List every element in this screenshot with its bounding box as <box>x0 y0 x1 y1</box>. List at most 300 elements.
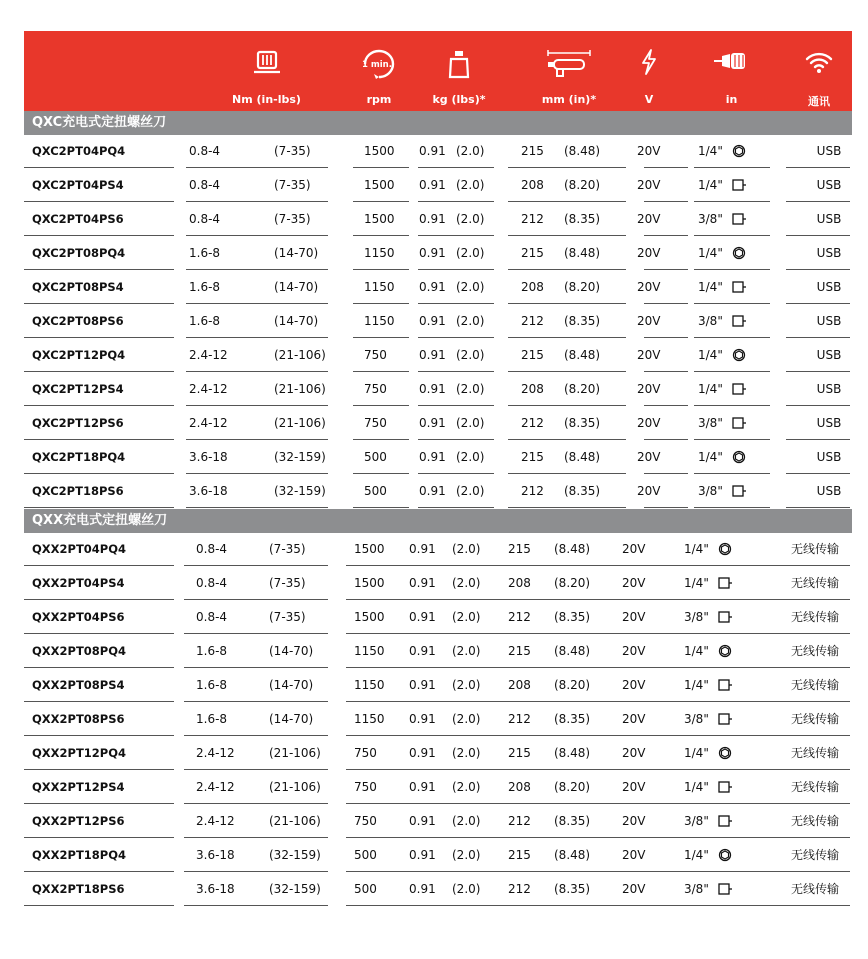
comm-cell-text: 无线传输 <box>790 780 839 794</box>
torque-inlbs-cell-text: (21-106) <box>274 416 326 430</box>
weight-lbs-cell-text: (2.0) <box>456 314 485 328</box>
length-in-cell <box>554 567 590 599</box>
comm-cell-text: USB <box>816 314 842 328</box>
comm-cell <box>808 407 850 439</box>
torque-nm-cell-text: 3.6-18 <box>196 882 235 896</box>
rpm-cell <box>364 373 387 405</box>
length-mm-cell <box>508 635 531 667</box>
torque-inlbs-cell <box>274 373 326 405</box>
weight-lbs-cell <box>452 737 480 769</box>
table-row <box>24 601 852 635</box>
weight-kg-cell-text: 0.91 <box>419 314 446 328</box>
length-in-cell-text: (8.20) <box>564 382 601 396</box>
rpm-cell-text: 1150 <box>354 644 385 658</box>
square-drive-icon <box>731 382 747 396</box>
torque-inlbs-cell <box>274 475 326 507</box>
length-in-cell-text: (8.48) <box>564 450 601 464</box>
weight-kg-cell-text: 0.91 <box>409 746 436 760</box>
table-row <box>24 635 852 669</box>
drive-cell <box>698 237 747 269</box>
torque-inlbs-cell-text: (7-35) <box>274 212 311 226</box>
row-divider <box>353 235 409 236</box>
drive-cell <box>698 135 747 167</box>
row-divider <box>24 565 174 566</box>
voltage-cell <box>622 839 645 871</box>
weight-lbs-cell <box>452 635 480 667</box>
drive-cell-text: 1/4" <box>698 382 723 396</box>
drive-cell <box>698 475 747 507</box>
torque-inlbs-cell-text: (21-106) <box>269 746 321 760</box>
length-mm-cell-text: 212 <box>508 814 531 828</box>
torque-nm-cell <box>189 237 220 269</box>
voltage-cell <box>622 567 645 599</box>
model-cell <box>24 805 125 837</box>
row-divider <box>694 337 770 338</box>
rpm-cell-text: 1500 <box>364 212 395 226</box>
table-row <box>24 771 852 805</box>
square-drive-icon <box>731 178 747 192</box>
drive-cell <box>684 669 733 701</box>
table-row <box>24 737 852 771</box>
length-in-cell-text: (8.48) <box>554 644 591 658</box>
torque-nm-cell-text: 3.6-18 <box>189 450 228 464</box>
model-cell-text: QXX2PT04PS4 <box>32 576 125 590</box>
rpm-cell <box>364 475 387 507</box>
model-cell <box>24 203 124 235</box>
rpm-cell-text: 750 <box>364 348 387 362</box>
row-divider <box>24 303 174 304</box>
weight-kg-cell <box>409 567 436 599</box>
weight-lbs-cell-text: (2.0) <box>452 882 481 896</box>
torque-nm-cell-text: 3.6-18 <box>189 484 228 498</box>
comm-cell-text: 无线传输 <box>790 746 839 760</box>
row-divider <box>612 735 678 736</box>
torque-inlbs-cell <box>274 305 318 337</box>
row-divider <box>24 507 174 508</box>
row-divider <box>353 507 409 508</box>
model-cell <box>24 839 126 871</box>
row-divider <box>612 701 678 702</box>
rpm-cell-text: 1150 <box>364 314 395 328</box>
row-divider <box>24 599 174 600</box>
row-divider <box>353 337 409 338</box>
torque-inlbs-cell-text: (7-35) <box>269 610 306 624</box>
weight-lbs-cell-text: (2.0) <box>456 450 485 464</box>
drive-cell-text: 1/4" <box>684 780 709 794</box>
weight-lbs-cell <box>456 237 484 269</box>
drive-cell-text: 3/8" <box>698 212 723 226</box>
torque-inlbs-cell-text: (7-35) <box>269 542 306 556</box>
table-row <box>24 703 852 737</box>
length-in-cell <box>564 271 600 303</box>
length-in-cell-text: (8.48) <box>554 542 591 556</box>
torque-inlbs-cell <box>274 135 311 167</box>
length-mm-cell <box>508 533 531 565</box>
table-row <box>24 873 852 907</box>
row-divider <box>24 201 174 202</box>
comm-cell-text: 无线传输 <box>790 576 839 590</box>
rpm-cell <box>364 237 395 269</box>
square-drive-icon <box>717 610 733 624</box>
row-divider <box>678 599 773 600</box>
voltage-cell <box>622 873 645 905</box>
weight-kg-cell-text: 0.91 <box>409 848 436 862</box>
row-divider <box>502 735 612 736</box>
torque-inlbs-cell <box>274 339 326 371</box>
voltage-cell-text: 20V <box>622 814 646 828</box>
row-divider <box>24 905 174 906</box>
row-divider <box>694 269 770 270</box>
voltage-cell <box>637 135 660 167</box>
rpm-cell <box>364 441 387 473</box>
torque-nm-cell <box>196 533 227 565</box>
voltage-cell-text: 20V <box>622 780 646 794</box>
weight-lbs-cell-text: (2.0) <box>456 144 485 158</box>
length-mm-cell-text: 212 <box>521 212 544 226</box>
weight-kg-cell <box>419 475 446 507</box>
length-in-cell-text: (8.20) <box>554 780 591 794</box>
row-divider <box>346 667 411 668</box>
length-mm-cell-text: 208 <box>508 780 531 794</box>
length-mm-cell-text: 212 <box>508 610 531 624</box>
model-cell-text: QXC2PT04PS4 <box>32 178 124 192</box>
row-divider <box>508 405 626 406</box>
row-divider <box>694 405 770 406</box>
model-cell <box>24 703 125 735</box>
model-cell-text: QXC2PT12PS6 <box>32 416 124 430</box>
row-divider <box>184 599 328 600</box>
drive-cell <box>698 305 747 337</box>
torque-nm-cell-text: 2.4-12 <box>196 780 235 794</box>
length-in-cell-text: (8.35) <box>564 416 601 430</box>
drive-cell <box>684 873 733 905</box>
drive-cell <box>684 839 733 871</box>
row-divider <box>418 473 494 474</box>
comm-cell <box>808 441 850 473</box>
square-drive-icon <box>717 882 733 896</box>
weight-lbs-cell-text: (2.0) <box>452 780 481 794</box>
torque-nm-cell-text: 2.4-12 <box>196 814 235 828</box>
rpm-cell <box>354 873 377 905</box>
length-in-cell <box>564 305 600 337</box>
length-in-cell <box>554 533 590 565</box>
torque-nm-cell <box>196 805 235 837</box>
row-divider <box>786 405 850 406</box>
voltage-cell <box>637 203 660 235</box>
torque-inlbs-cell-text: (21-106) <box>269 780 321 794</box>
row-divider <box>678 803 773 804</box>
chuck-icon <box>712 49 752 73</box>
torque-nm-cell-text: 1.6-8 <box>196 712 228 726</box>
voltage-cell <box>622 737 645 769</box>
comm-cell <box>781 635 849 667</box>
weight-lbs-cell <box>452 567 480 599</box>
length-mm-cell-text: 212 <box>521 416 544 430</box>
torque-inlbs-cell <box>269 737 321 769</box>
row-divider <box>508 235 626 236</box>
voltage-cell <box>637 339 660 371</box>
square-drive-icon <box>731 280 747 294</box>
voltage-cell-text: 20V <box>637 246 661 260</box>
torque-inlbs-cell <box>274 169 311 201</box>
row-divider <box>346 803 411 804</box>
weight-kg-cell <box>419 373 446 405</box>
weight-lbs-cell-text: (2.0) <box>456 246 485 260</box>
torque-inlbs-cell <box>274 237 318 269</box>
row-divider <box>502 701 612 702</box>
model-cell <box>24 305 124 337</box>
row-divider <box>409 735 502 736</box>
length-in-cell-text: (8.35) <box>564 212 601 226</box>
rpm-cell <box>354 805 377 837</box>
weight-lbs-cell <box>456 407 484 439</box>
weight-lbs-cell <box>456 203 484 235</box>
header-label: 通讯 <box>808 95 830 108</box>
row-divider <box>508 371 626 372</box>
voltage-cell-text: 20V <box>637 484 661 498</box>
model-cell-text: QXX2PT04PQ4 <box>32 542 126 556</box>
weight-lbs-cell <box>456 169 484 201</box>
torque-nm-cell-text: 0.8-4 <box>196 610 228 624</box>
voltage-cell-text: 20V <box>637 280 661 294</box>
length-in-cell-text: (8.20) <box>564 280 601 294</box>
length-mm-cell-text: 215 <box>508 746 531 760</box>
model-cell-text: QXC2PT04PS6 <box>32 212 124 226</box>
row-divider <box>694 507 770 508</box>
row-divider <box>612 871 678 872</box>
quick-change-icon <box>717 848 733 862</box>
comm-cell-text: 无线传输 <box>790 712 839 726</box>
torque-nm-cell-text: 0.8-4 <box>189 178 221 192</box>
model-cell-text: QXX2PT12PQ4 <box>32 746 126 760</box>
square-drive-icon <box>731 212 747 226</box>
torque-inlbs-cell <box>269 771 321 803</box>
torque-inlbs-cell <box>274 441 326 473</box>
header-col-voltage <box>629 31 669 111</box>
weight-lbs-cell <box>452 533 480 565</box>
row-divider <box>346 701 411 702</box>
length-mm-cell <box>521 373 544 405</box>
torque-inlbs-cell <box>274 203 311 235</box>
row-divider <box>418 405 494 406</box>
torque-nm-cell <box>196 873 235 905</box>
voltage-cell-text: 20V <box>622 542 646 556</box>
row-divider <box>644 371 688 372</box>
row-divider <box>418 269 494 270</box>
row-divider <box>694 167 770 168</box>
weight-kg-cell <box>409 771 436 803</box>
model-cell <box>24 407 124 439</box>
row-divider <box>694 201 770 202</box>
row-divider <box>644 269 688 270</box>
comm-cell-text: 无线传输 <box>790 644 839 658</box>
model-cell-text: QXX2PT12PS4 <box>32 780 125 794</box>
row-divider <box>346 633 411 634</box>
drive-cell <box>684 737 733 769</box>
row-divider <box>346 565 411 566</box>
voltage-cell <box>637 373 660 405</box>
row-divider <box>24 235 174 236</box>
row-divider <box>694 473 770 474</box>
voltage-cell-text: 20V <box>637 212 661 226</box>
weight-lbs-cell <box>452 703 480 735</box>
row-divider <box>409 905 502 906</box>
torque-inlbs-cell <box>269 567 306 599</box>
rpm-cell <box>354 567 385 599</box>
torque-inlbs-cell-text: (14-70) <box>269 712 314 726</box>
row-divider <box>612 769 678 770</box>
model-cell <box>24 237 125 269</box>
rpm-cell-text: 500 <box>354 848 377 862</box>
torque-inlbs-cell-text: (32-159) <box>269 882 321 896</box>
weight-kg-cell <box>409 669 436 701</box>
row-divider <box>678 871 773 872</box>
row-divider <box>184 667 328 668</box>
rpm-cell-text: 750 <box>354 780 377 794</box>
row-divider <box>409 837 502 838</box>
row-divider <box>644 473 688 474</box>
length-in-cell-text: (8.20) <box>564 178 601 192</box>
row-divider <box>24 269 174 270</box>
voltage-cell <box>622 601 645 633</box>
weight-kg-cell-text: 0.91 <box>419 178 446 192</box>
row-divider <box>186 201 328 202</box>
row-divider <box>502 633 612 634</box>
row-divider <box>508 337 626 338</box>
model-cell <box>24 737 126 769</box>
model-cell <box>24 567 125 599</box>
row-divider <box>184 565 328 566</box>
weight-icon <box>447 49 471 79</box>
table-row <box>24 237 852 271</box>
length-mm-cell-text: 212 <box>508 882 531 896</box>
length-in-cell <box>554 805 590 837</box>
drive-cell-text: 3/8" <box>698 314 723 328</box>
weight-lbs-cell <box>452 771 480 803</box>
length-mm-cell <box>508 703 531 735</box>
weight-lbs-cell-text: (2.0) <box>452 814 481 828</box>
row-divider <box>644 439 688 440</box>
length-in-cell <box>554 737 590 769</box>
row-divider <box>24 167 174 168</box>
drive-cell-text: 1/4" <box>698 280 723 294</box>
table-header <box>24 31 852 111</box>
weight-lbs-cell <box>452 839 480 871</box>
weight-kg-cell-text: 0.91 <box>409 712 436 726</box>
comm-cell <box>808 169 850 201</box>
torque-inlbs-cell-text: (14-70) <box>269 678 314 692</box>
length-mm-cell-text: 208 <box>521 382 544 396</box>
weight-lbs-cell <box>456 305 484 337</box>
row-divider <box>24 337 174 338</box>
torque-inlbs-cell-text: (14-70) <box>269 644 314 658</box>
header-col-weight <box>414 31 504 111</box>
length-mm-cell <box>508 669 531 701</box>
drive-cell <box>698 373 747 405</box>
voltage-cell-text: 20V <box>622 848 646 862</box>
drive-cell <box>698 407 747 439</box>
row-divider <box>612 667 678 668</box>
model-cell <box>24 873 125 905</box>
torque-nm-cell-text: 2.4-12 <box>189 348 228 362</box>
rpm-cell-text: 1150 <box>354 678 385 692</box>
quick-change-icon <box>731 246 747 260</box>
weight-kg-cell-text: 0.91 <box>409 610 436 624</box>
row-divider <box>678 565 773 566</box>
voltage-cell-text: 20V <box>622 678 646 692</box>
row-divider <box>678 735 773 736</box>
rpm-cell-text: 1150 <box>364 246 395 260</box>
voltage-cell <box>637 237 660 269</box>
drive-cell-text: 1/4" <box>698 450 723 464</box>
torque-nm-cell-text: 0.8-4 <box>189 144 221 158</box>
weight-lbs-cell <box>456 135 484 167</box>
quick-change-icon <box>731 450 747 464</box>
voltage-cell <box>622 635 645 667</box>
weight-lbs-cell <box>456 271 484 303</box>
row-divider <box>644 303 688 304</box>
comm-cell <box>781 669 849 701</box>
row-divider <box>612 565 678 566</box>
row-divider <box>644 201 688 202</box>
comm-cell <box>808 271 850 303</box>
table-row <box>24 373 852 407</box>
rpm-cell <box>364 271 395 303</box>
model-cell-text: QXC2PT12PQ4 <box>32 348 126 362</box>
weight-lbs-cell <box>456 339 484 371</box>
length-mm-cell <box>521 339 544 371</box>
model-cell <box>24 135 125 167</box>
comm-cell <box>781 771 849 803</box>
weight-lbs-cell-text: (2.0) <box>452 746 481 760</box>
comm-cell <box>781 567 849 599</box>
rpm-cell-text: 750 <box>354 814 377 828</box>
torque-inlbs-cell-text: (32-159) <box>269 848 321 862</box>
weight-lbs-cell-text: (2.0) <box>452 644 481 658</box>
row-divider <box>786 201 850 202</box>
rpm-cell-text: 1500 <box>354 576 385 590</box>
voltage-cell <box>637 169 660 201</box>
drive-cell <box>698 441 747 473</box>
rpm-cell <box>354 839 377 871</box>
rpm-cell-text: 1500 <box>364 144 395 158</box>
row-divider <box>508 167 626 168</box>
row-divider <box>678 667 773 668</box>
weight-kg-cell <box>419 339 446 371</box>
weight-kg-cell <box>419 407 446 439</box>
row-divider <box>409 667 502 668</box>
row-divider <box>24 701 174 702</box>
comm-cell <box>781 805 849 837</box>
comm-cell-text: 无线传输 <box>790 814 839 828</box>
row-divider <box>353 303 409 304</box>
drive-cell-text: 1/4" <box>698 178 723 192</box>
torque-inlbs-cell <box>269 635 313 667</box>
row-divider <box>418 201 494 202</box>
drive-cell-text: 1/4" <box>698 246 723 260</box>
weight-lbs-cell <box>456 373 484 405</box>
header-label: mm (in)* <box>541 93 597 106</box>
weight-lbs-cell-text: (2.0) <box>456 348 485 362</box>
voltage-cell-text: 20V <box>622 882 646 896</box>
row-divider <box>186 235 328 236</box>
length-in-cell <box>554 669 590 701</box>
row-divider <box>508 201 626 202</box>
weight-lbs-cell <box>452 601 480 633</box>
row-divider <box>409 633 502 634</box>
weight-kg-cell <box>409 601 436 633</box>
section-header: QXX充电式定扭螺丝刀 <box>24 509 852 533</box>
